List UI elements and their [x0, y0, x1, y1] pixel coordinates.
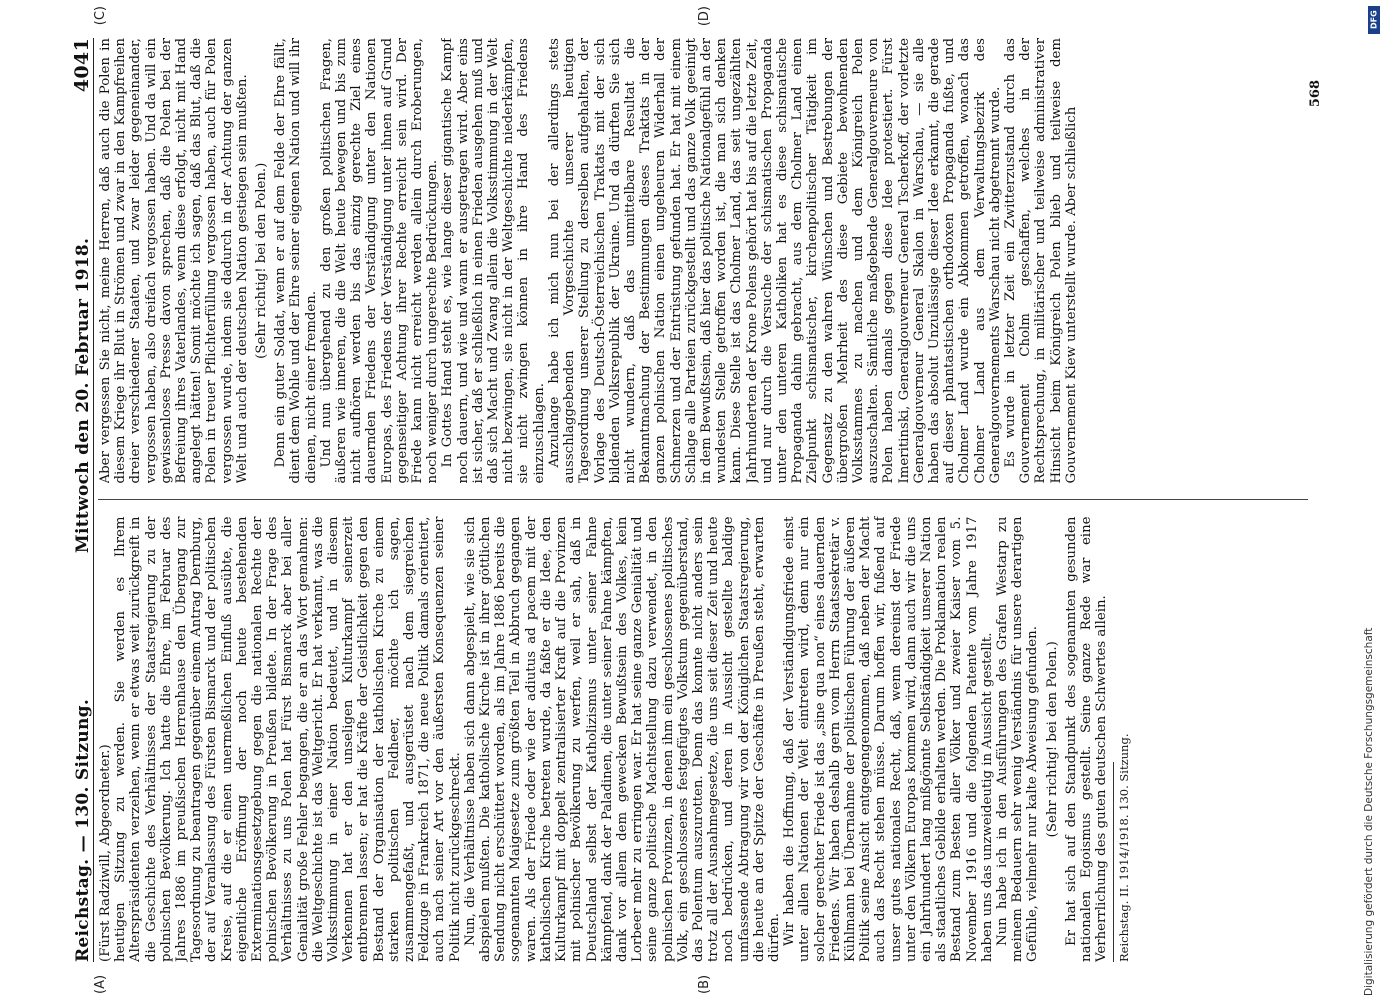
left-closing-paragraph: Er hat sich auf den Standpunkt des sogenannten gesunden nationalen Egoismus gestellt. Seine ganze Rede war eine Verherrlichung des guten deutschen Schwertes allein. — [1063, 516, 1110, 962]
text-columns — [98, 38, 1308, 962]
column-divider — [98, 500, 1308, 501]
margin-mark-b: (B) — [697, 974, 712, 994]
right-paragraph: Denn ein guter Soldat, wenn er auf dem Felde der Ehre fällt, dient dem Wohle und der Ehre seiner eigenen Nation und will ihr dienen, nicht einer fremden. — [273, 38, 319, 484]
margin-mark-a: (A) — [93, 974, 108, 994]
page-foot-number: 568 — [1308, 80, 1323, 108]
credit-text: Digitalisierung gefördert durch die Deutsche Forschungsgemeinschaft — [1363, 627, 1375, 996]
margin-mark-d: (D) — [697, 6, 712, 27]
page-number: 4041 — [71, 38, 93, 93]
speaker-note: (Fürst Radziwill, Abgeordneter.) — [98, 744, 113, 962]
left-paragraph: Wir haben die Hoffnung, daß der Verständigungsfriede einst unter allen Nationen der Welt eintreten wird, denn nur ein solcher gerechter Friede ist das „sine qua non“ eines dauernden Friedens. Wir haben deshalb gern vom Herrn Staatssekretär v. Kühlmann bei Übernahme der politischen Führung der äußeren Politik seine Ansicht entgegengenommen, daß neben der Macht auch das Recht stehen müsse. Darum hoffen wir, fußend auf unser gutes nationales Recht, daß, wenn dereinst der Friede unter den Völkern Europas kommen wird, dann auch wir die uns ein Jahrhundert lang mißgönnte Selbständigkeit unserer Nation als staatliches Gebilde erhalten werden. Die Proklamation realen Bestand zum Besten aller Völker und zweier Kaiser vom 5. November 1916 und die folgenden Patente vom Jahre 1917 haben uns das unzweideutig in Aussicht gestellt. — [782, 516, 995, 962]
left-column — [98, 517, 1308, 963]
margin-mark-c: (C) — [93, 6, 108, 26]
header-date: Mittwoch den 20. Februar 1918. — [73, 237, 93, 554]
footnote: Reichstag. II. 1914/1918. 130. Sitzung. — [1117, 733, 1132, 962]
right-column — [98, 38, 1308, 484]
interjection: (Sehr richtig! bei den Polen.) — [254, 162, 270, 359]
left-paragraph: Nun habe ich in den Ausführungen des Grafen Westarp zu meinem Bedauern sehr wenig Verständnis für unsere derartigen Gefühle, vielmehr nur kalte Abweisung gefunden. — [994, 516, 1041, 962]
digitization-credit — [1352, 6, 1374, 996]
rotated-document-page — [57, 6, 1327, 994]
right-paragraph: Aber vergessen Sie nicht, meine Herren, daß auch die Polen in diesem Kriege ihr Blut in Strömen und zwar in den Kampfreihen dreier verschiedener Staaten, und zwar leider gegeneinander, vergossen haben, also dreifach vergossen haben. Und da will ein gewissenloses Presse davon sprechen, daß die Polen bei der Befreiung ihres Vaterlandes, wenn diese erfolgt, nicht mit Hand angelegt hätten! Somit möchte ich sagen, daß das Blut, daß die Polen in treuer Pflichterfüllung vergossen haben, auch für Polen vergossen wurde, indem sie dadurch in der Achtung der ganzen Welt und auch der deutschen Nation gestiegen sein mußten. — [98, 38, 250, 484]
dfg-logo: DFG — [1368, 6, 1380, 34]
footnote-rule — [1113, 762, 1114, 962]
interjection: (Sehr richtig! bei den Polen.) — [1044, 641, 1060, 838]
right-paragraph: Anzulange habe ich mich nun bei der allerdings stets ausschlaggebenden Vorgeschichte unserer heutigen Tagesordnung unserer Stellung zu derselben aufgehalten, der Vorlage des Deutsch-Österreichischen Traktats mit der sich bildenden Volksrepublik der Ukraine. Und da dürften Sie sich nicht wundern, daß das unmittelbare Resultat die Bekanntmachung der Bestimmungen dieses Traktats in der ganzen polnischen Nation einen ungeheuren Widerhall der Schmerzen und der Entrüstung gefunden hat. Er hat mit einem Schlage alle Parteien zurückgestellt und das ganze Volk geeinigt in dem Bewußtsein, daß hier das politische Nationalgefühl an der wundesten Stelle getroffen worden ist, die man sich denken kann. Diese Stelle ist das Cholmer Land, das seit ungezählten Jahrhunderten der Krone Polens gehört hat bis auf die letzte Zeit, und nur durch die Versuche der schismatischen Propaganda unter den unteren Katholiken hat es diese schismatische Propaganda dahin gebracht, aus dem Cholmer Land einen Zielpunkt schismatischer, kirchenpolitischer Tätigkeit im Gegensatz zu den wahren Wünschen und Bestrebungen der übergroßen Mehrheit des diese Gebiete bewohnenden Volksstammes zu machen und dem Königreich Polen auszuschalten. Sämtliche maßgebende Generalgouverneure von Polen haben damals gegen diese Idee protestiert. Fürst Imeritinski, Generalgouverneur General Tscherkoff, der vorletzte Generalgouverneur General Skalon in Warschau, — sie alle haben das absolut Unzulässige dieser Idee erkannt, die gerade auf dieser phantastischen orthodoxen Propaganda fußte, und Cholmer Land wurde ein Abkommen getroffen, wonach das Cholmer Land aus dem Verwaltungsbezirk des Generalgouvernements Warschau nicht abgetrennt wurde. — [546, 38, 1003, 484]
left-paragraph: Nun, die Verhältnisse haben sich dann abgespielt, wie sie sich abspielen mußten. Die katholische Kirche ist in ihrer göttlichen Sendung nicht erschüttert worden, als im Jahre 1886 bereits die sogenannten Maigesetze zum größten Teil in Abbruch gegangen waren. Als der Friede oder wie der adiutus ad pacem mit der katholischen Kirche betreten wurde, da faßte er die Idee, den Kulturkampf mit doppelt zentralisierter Kraft auf die Provinzen mit polnischer Bevölkerung zu werfen, weil er sah, daß in Deutschland selbst der Katholizismus unter seiner Fahne kämpfend, dank der Paladinen, die unter seiner Fahne kämpften, dank vor allem dem gewecken Bewußtsein des Volkes, kein Lorbeer mehr zu erringen war. Er hat seine ganze Genialität und seine ganze politische Machtstellung dazu verwendet, in den polnischen Provinzen, in denen ihm ein geschlossenes politisches Volk, ein geschlossenes festgefügtes Volkstum gegenüberstand, das Polentum auszurotten. Denn das konnte nicht anders sein trotz all der Ausnahmegesetze, die uns seit dieser Zeit und heute noch bedrücken, und deren in Aussicht gestellte baldige umfassende Abtragung wir von der Königlichen Staatsregierung, die heute an der Spitze der Geschäfte in Preußen steht, erwarten dürfen. — [462, 516, 782, 962]
right-paragraph: Und nun übergehend zu den großen politischen Fragen, äußeren wie inneren, die die Welt heute bewegen und bis zum nicht aufhören werden bis das einzig gerechte Ziel eines dauernden Friedens der Verständigung unter den Nationen Europas, des Friedens der Verständigung unter ihnen auf Grund gegenseitiger Achtung ihrer Rechte erreicht sein wird. Der Friede kann nicht erreicht werden allein durch Eroberungen, noch weniger durch ungerechte Bedrückungen. — [318, 38, 441, 484]
left-paragraph: heutigen Sitzung zu werden. Sie werden es Ihrem Alterspräsidenten verzeihen, wenn er etwas weit zurückgreift in die Geschichte des Verhältnisses der Staatsregierung zu der polnischen Bevölkerung. Ich hatte die Ehre, im Februar des Jahres 1886 im preußischen Herrenhause den Übergang zur Tagesordnung zu beantragen gegenüber einem Antrag Dernburg, der auf Veranlassung des Fürsten Bismarck und der politischen Kreise, auf die er einen unermeßlichen Einfluß ausübte, die eigentliche Eröffnung der noch heute bestehenden Exterminationsgesetzgebung gegen die nationalen Rechte der polnischen Bevölkerung in Preußen bildete. In der Frage des Verhältnisses zu uns Polen hat Fürst Bismarck aber bei aller Genialität große Fehler begangen, die er an das Wort gemahnen: die Weltgeschichte ist das Weltgericht. Er hat verkannt, was die Volksstimmung in einer Nation bedeutet, und in diesem Verkennen hat er den unseligen Kulturkampf seinerzeit entbrennen lassen; er hat die Kräfte der Geistlichkeit gegen den Bestand der Organisation der katholischen Kirche zu einem starken politischen Feldheer, möchte ich sagen, zusammengefaßt, und ausgerüstet nach dem siegreichen Feldzuge in Frankreich 1871, die neue Politik damals orientiert, auch nach seiner Art vor den äußersten Konsequenzen seiner Politik nicht zurückgeschreckt. — [113, 516, 463, 962]
header-left: Reichstag. — 130. Sitzung. — [73, 698, 93, 962]
right-paragraph: Es wurde in letzter Zeit ein Zwitterzustand durch das Gouvernement Cholm geschaffen, welches in der Rechtsprechung, in militärischer und teilweise administrativer Hinsicht beim Königreich Polen blieb und teilweise dem Gouvernement Kiew unterstellt wurde. Aber schließlich — [1002, 38, 1079, 484]
right-paragraph: In Gottes Hand steht es, wie lange dieser gigantische Kampf noch dauern, und wie und wann er ausgetragen wird. Aber eins ist sicher, daß er schließlich in einen Frieden ausgehen muß und daß sich Macht und Zwang allein die Volksstimmung in der Welt nicht bezwingen, sie nicht in der Weltgeschichte niederkämpfen, sie nicht zwingen können in ihre Hand des Friedens einzuschlagen. — [440, 38, 547, 484]
page-header — [63, 38, 94, 962]
